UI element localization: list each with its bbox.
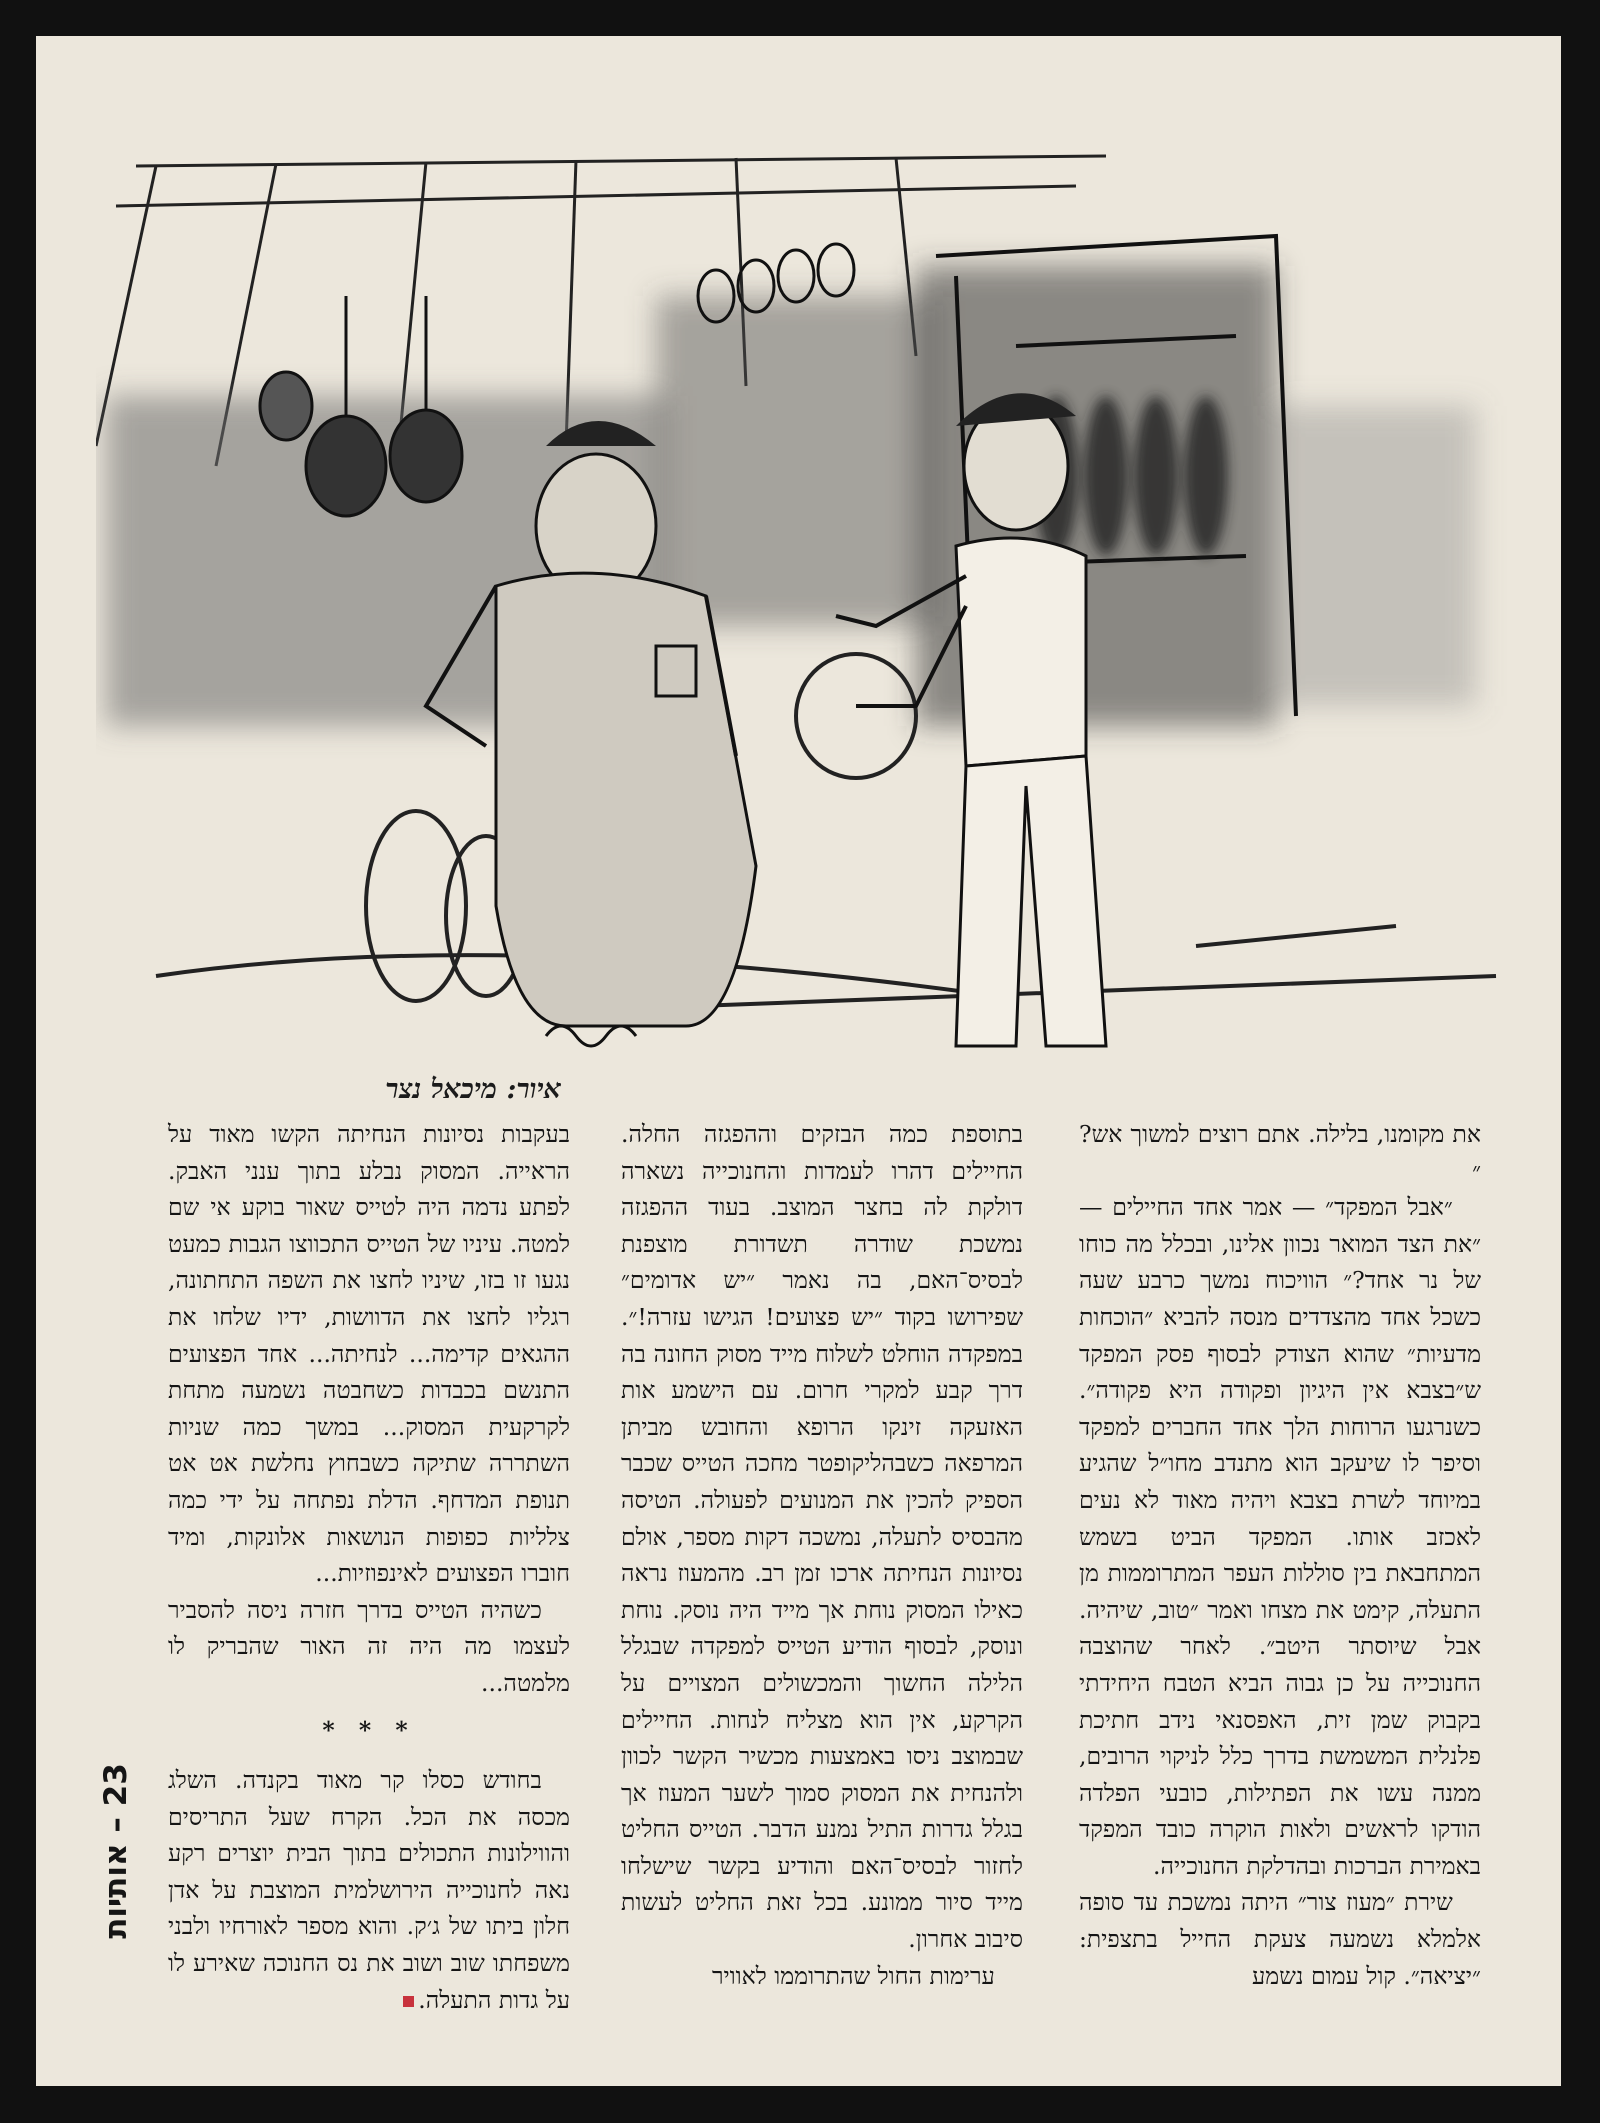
paragraph: בתוספת כמה הבזקים וההפגזה החלה. החיילים דהרו לעמדות והחנוכייה נשארה דולקת לה בחצר המוצב. בעוד ההפגזה נמשכת שודרה תשדורת מוצפנת לבסיס־האם, בה נאמר ״יש אדומים״ שפירושו בקוד ״יש פצועים! הגישו עזרה!״. במפקדה הוחלט לשלוח מייד מסוק החונה בה דרך קבע למקרי חרום. עם הישמע אות האזעקה זינקו הרופא והחובש מביתן המרפאה כשבהליקופטר מחכה הטייס שכבר הספיק להכין את המנועים לפעולה. הטיסה מהבסיס לתעלה, נמשכה דקות מספר, אולם נסיונות הנחיתה ארכו זמן רב. מהמעוז נראה כאילו המסוק נוחת אך מייד היה נוסק. נוחת ונוסק, לבסוף הודיע הטייס למפקדה שבגלל הלילה החשוך והמכשולים המצויים על הקרקע, אין הוא מצליח לנחות. החיילים שבמוצב ניסו באמצעות מכשיר הקשר לכוון ולהנחית את המסוק סמוך לשער המעוז אך בגלל גדרות התיל נמנע הדבר. הטייס החליט לחזור לבסיס־האם והודיע בקשר שישלחו מייד סיור ממונע. בכל זאת החליט לעשות סיבוב אחרון.	[621, 1120, 1023, 1954]
paragraph: בעקבות נסיונות הנחיתה הקשו מאוד על הראייה. המסוק נבלע בתוך ענני האבק. לפתע נדמה היה לטייס שאור בוקע אי שם למטה. עיניו של הטייס התכווצו הגבות כמעט נגעו זו בזו, שיניו לחצו את השפה התחתונה, רגליו לחצו את הדוושות, ידיו שלחו את ההגאים קדימה... לנחיתה... אחד הפצועים התנשם בכבדות כשחבטה נשמעה מתחת לקרקעית המסוק... במשך כמה שניות השתררה שתיקה כשבחוץ נחלשת אט אט תנופת המדחף. הדלת נפתחה על ידי כמה צלליות כפופות הנושאות אלונקות, ומיד חוברו הפצועים לאינפוזיות...	[168, 1120, 570, 1588]
paragraph	[168, 1762, 570, 2018]
page-number-label: 23 – אותיות	[98, 1763, 134, 1939]
text-column-middle	[621, 1116, 1023, 1994]
section-divider: * * *	[322, 1715, 416, 1744]
text-column-left	[168, 1116, 570, 2018]
paragraph: שירת ״מעוז צור״ היתה נמשכת עד סופה אלמלא נשמעה צעקת החייל בתצפית: ״יציאה״. קול עמום נשמע	[1079, 1888, 1481, 1990]
illustration-drawing	[96, 146, 1516, 1066]
end-of-article-mark	[403, 1996, 414, 2007]
magazine-page	[36, 36, 1561, 2086]
paragraph-text: בחודש כסלו קר מאוד בקנדה. השלג מכסה את הכל. הקרח שעל התריסים והווילונות התכולים בתוך הבית יוצרים רקע נאה לחנוכייה הירושלמית המוצבת על אדן חלון ביתו של ג׳ק. והוא מספר לאורחיו ולבני משפחתו שוב ושוב את נס החנוכה שאירע לו על גדות התעלה.	[168, 1766, 570, 2014]
paragraph: ״אבל המפקד״ — אמר אחד החיילים — ״את הצד המואר נכוון אלינו, ובכלל מה כוחו של נר אחד?״ הוויכוח נמשך כרבע שעה כשכל אחד מהצדדים מנסה להביא ״הוכחות מדעיות״ שהוא הצודק לבסוף פסק המפקד ש״בצבא אין היגיון ופקודה היא פקודה״. כשנרגעו הרוחות הלך אחד החברים למפקד וסיפר לו שיעקב הוא מתנדב מחו״ל שהגיע במיוחד לשרת בצבא ויהיה מאוד לא נעים לאכזב אותו. המפקד הביט בשמש המתחבאת בין סוללות העפר המתרוממות מן התעלה, קימט את מצחו ואמר ״טוב, שיהיה. אבל שיוסתר היטב״. לאחר שהוצבה החנוכייה על כן גבוה הביא הטבח היחידתי בקבוק שמן זית, האפסנאי נידב חתיכת פלנלית המשמשת בדרך כלל לניקוי הרובים, ממנה עשו את הפתילות, כובעי הפלדה הודקו לראשים ולאות הוקרה כובד המפקד באמירת הברכות ובהדלקת החנוכייה.	[1079, 1193, 1481, 1880]
illustration-caption: איור: מיכאל נצר	[385, 1074, 561, 1105]
shop-interior-wash	[106, 266, 1476, 726]
artist-signature	[546, 1026, 636, 1046]
page-folio	[96, 1686, 136, 2016]
ink-illustration	[96, 146, 1516, 1066]
paragraph: כשהיה הטייס בדרך חזרה ניסה להסביר לעצמו מה היה זה האור שהבריק לו מלמטה...	[168, 1595, 570, 1697]
paragraph: את מקומנו, בלילה. אתם רוצים למשוך אש?״	[1079, 1120, 1481, 1185]
text-column-right	[1079, 1116, 1481, 1994]
paragraph: ערימות החול שהתרוממו לאוויר	[711, 1961, 995, 1990]
